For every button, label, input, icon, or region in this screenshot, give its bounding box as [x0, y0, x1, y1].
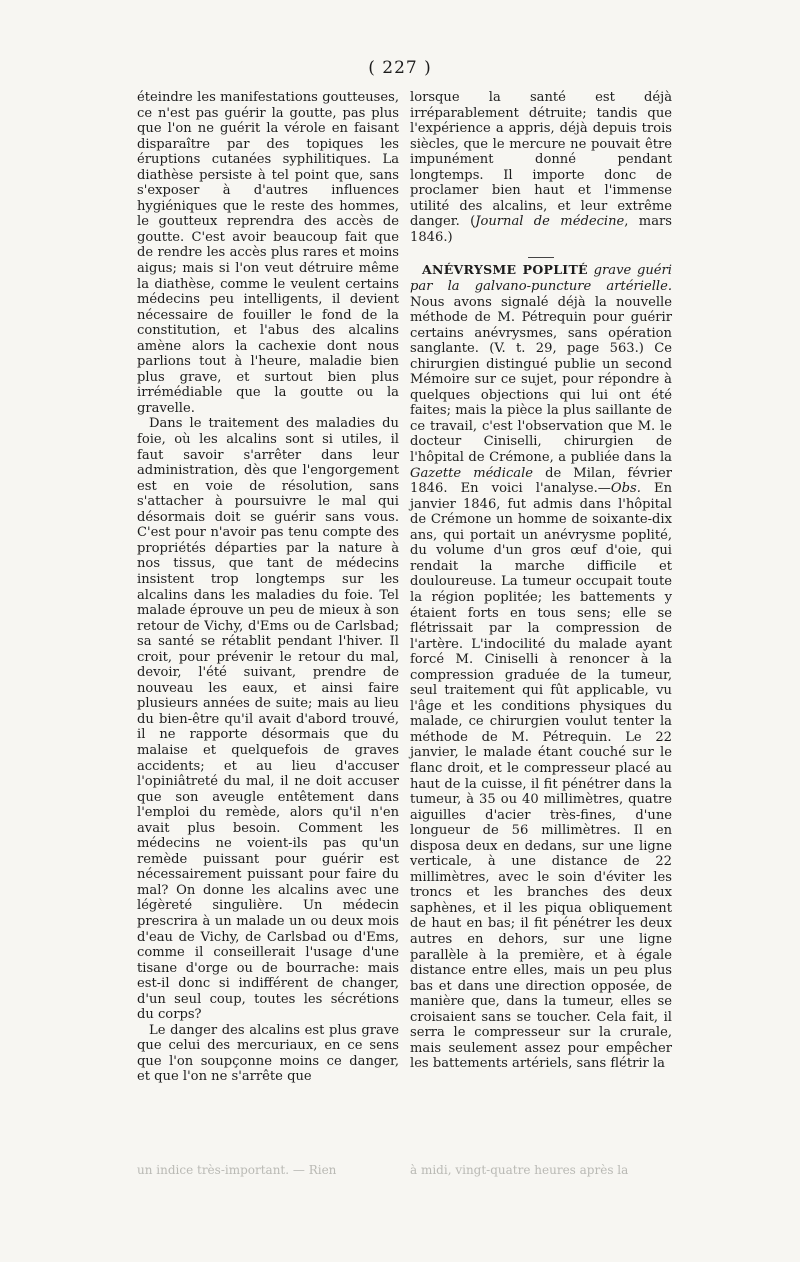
paragraph-gout: éteindre les manifestations goutteuses, ce n'est pas guérir la goutte, pas plus que l'on ne guérit la vérole en faisant disparaître par des topiques les éruptions cutanées syphilitiques. La diathèse persiste à tel point que, sans s'exposer à d'autres influences hygiéniques que le reste des hommes, le goutteux reprendra des accès de goutte. C'est avoir beaucoup fait que de rendre les accès plus rares et moins aigus; mais si l'on veut détruire même la diathèse, comme le veulent certains médecins peu intelligents, il devient nécessaire de fouiller le fond de la constitution, et l'abus des alcalins amène alors la cachexie dont nous parlions tout à l'heure, maladie bien plus grave, et surtout bien plus irrémédiable que la goutte ou la gravelle.: [137, 90, 399, 416]
right-column: [410, 90, 672, 1072]
article-subtitle: grave guéri par la galvano-puncture artérielle.: [410, 263, 672, 295]
paragraph-continuation: [410, 90, 672, 245]
citation-open: (: [470, 214, 476, 230]
article-title: ANÉVRYSME POPLITÉ: [422, 262, 588, 278]
page-number: ( 227 ): [368, 58, 432, 78]
paragraph-liver-diseases: Dans le traitement des maladies du foie, où les alcalins sont si utiles, il faut savoir s'arrêter dans leur administration, dès que l'engorgement est en voie de résolution, sans s'attacher à poursuivre le mal qui désormais doit se guérir sans vous. C'est pour n'avoir pas tenu compte des propriétés départies par la nature à nos tissus, que tant de médecins insistent trop longtemps sur les alcalins dans les maladies du foie. Tel malade éprouve un peu de mieux à son retour de Vichy, d'Ems ou de Carlsbad; sa santé se rétablit pendant l'hiver. Il croit, pour prévenir le retour du mal, devoir, l'été suivant, prendre de nouveau les eaux, et ainsi faire plusieurs années de suite; mais au lieu du bien-être qu'il avait d'abord trouvé, il ne rapporte désormais que du malaise et quelquefois de graves accidents; et au lieu d'accuser l'opiniâtreté du mal, il ne doit accuser que son aveugle entêtement dans l'emploi du remède, alors qu'il n'en avait plus besoin. Comment les médecins ne voient-ils pas qu'un remède puissant pour guérir est nécessairement puissant pour faire du mal? On donne les alcalins avec une légèreté singulière. Un médecin prescrira à un malade un ou deux mois d'eau de Vichy, de Carlsbad ou d'Ems, comme il conseillerait l'usage d'une tisane d'orge ou de bourrache: mais est-il donc si indifférent de changer, d'un seul coup, toutes les sécrétions du corps?: [137, 416, 399, 1023]
section-divider: [528, 257, 554, 258]
article-aneurysm: [410, 262, 672, 1071]
show-through-left: un indice très-important. — Rien: [137, 1163, 337, 1177]
journal-citation: Journal de médecine: [475, 214, 625, 230]
article-text-b: de Milan, février 1846. En voici l'analyse.—: [410, 465, 672, 497]
show-through-right: à midi, vingt-quatre heures après la: [410, 1163, 629, 1177]
continuation-text: lorsque la santé est déjà irréparablement détruite; tandis que l'expérience a appris, déjà depuis trois siècles, que le mercure ne pouvait être impunément donné pendant longtemps. Il importe donc de proclamer bien haut et l'immense utilité des alcalins, et leur extrême danger.: [410, 90, 672, 230]
citation-close: , mars 1846.): [410, 214, 672, 245]
left-column: [137, 90, 399, 1085]
observation-label: Obs.: [610, 481, 641, 497]
journal-name: Gazette médicale: [410, 465, 534, 481]
article-text-c: En janvier 1846, fut admis dans l'hôpital de Crémone un homme de soixante-dix ans, qui portait un anévrysme poplité, du volume d'un gros œuf d'oie, qui rendait la marche difficile et douloureuse. La tumeur occupait toute la région poplitée; les battements y étaient forts en tous sens; elle se flétrissait par la compression de l'artère. L'indocilité du malade ayant forcé M. Ciniselli à renoncer à la compression graduée de la tumeur, seul traitement qui fût applicable, vu l'âge et les conditions physiques du malade, ce chirurgien voulut tenter la méthode de M. Pétrequin. Le 22 janvier, le malade étant couché sur le flanc droit, et le compresseur placé au haut de la cuisse, il fit pénétrer dans la tumeur, à 35 ou 40 millimètres, quatre aiguilles d'acier très-fines, d'une longueur de 56 millimètres. Il en disposa deux en dedans, sur une ligne verticale, à une distance de 22 millimètres, avec le soin d'éviter les troncs et les branches des deux saphènes, et il les piqua obliquement de haut en bas; il fit pénétrer les deux autres en dehors, sur une ligne parallèle à la première, et à égale distance entre elles, mais un peu plus bas et dans une direction opposée, de manière que, dans la tumeur, elles se croisaient sans se toucher. Cela fait, il serra le compresseur sur la crurale, mais seulement assez pour empêcher les battements artériels, sans flétrir la: [410, 481, 672, 1072]
article-text-a: Nous avons signalé déjà la nouvelle méthode de M. Pétrequin pour guérir certains anévrysmes, sans opération sanglante. (V. t. 29, page 563.) Ce chirurgien distingué publie un second Mémoire sur ce sujet, pour répondre à quelques objections qui lui ont été faites; mais la pièce la plus saillante de ce travail, c'est l'observation que M. le docteur Ciniselli, chirurgien de l'hôpital de Crémone, a publiée dans la: [410, 294, 672, 466]
paragraph-alkali-danger: Le danger des alcalins est plus grave que celui des mercuriaux, en ce sens que l'on soupçonne moins ce danger, et que l'on ne s'arrête que: [137, 1022, 399, 1085]
